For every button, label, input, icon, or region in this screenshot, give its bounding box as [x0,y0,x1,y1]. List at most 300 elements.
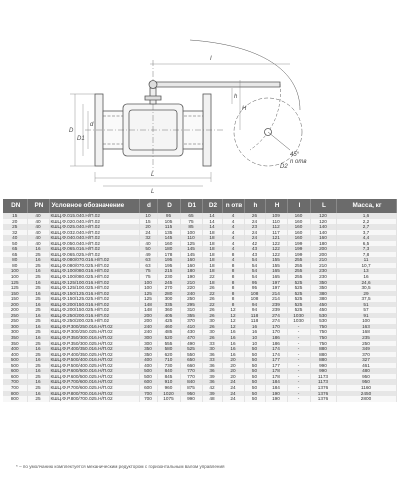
table-cell: 36 [202,379,222,385]
table-cell: 20 [3,219,27,225]
column-header: PN [27,199,49,213]
table-cell: 10 [139,213,157,219]
table-cell: 525 [287,285,310,291]
table-cell: 125 [139,296,157,302]
table-cell: 85 [180,224,202,230]
table-cell: 180 [157,246,180,252]
table-cell: 3,7 [336,230,396,236]
table-cell: 255 [287,268,310,274]
table-cell: 250 [3,313,27,319]
table-cell: 40 [27,213,49,219]
table-cell: 255 [287,263,310,269]
table-cell: 700 [139,396,157,402]
table-cell: 18 [202,257,222,263]
table-cell: 4 [222,230,244,236]
table-cell: 80 [3,257,27,263]
table-cell: 15 [3,213,27,219]
table-cell: 2,2 [336,219,396,225]
table-cell: 7,8 [336,252,396,258]
table-cell: 214 [265,296,287,302]
table-cell: 1376 [310,385,336,391]
table-cell: 43 [244,252,265,258]
table-cell: 160 [287,235,310,241]
table-cell: 57 [336,307,396,313]
column-header: h [244,199,265,213]
table-cell: 24 [222,379,244,385]
table-cell: 295 [180,302,202,308]
table-cell: 840 [157,368,180,374]
dim-label-h: h [234,94,238,100]
table-cell: 160 [157,241,180,247]
table-cell: 26 [202,335,222,341]
table-cell: КШЦ.Ф.020.040.Н/П.02 [49,219,139,225]
table-cell: 1376 [310,396,336,402]
table-cell: 300 [139,335,157,341]
table-cell: 10 [244,341,265,347]
table-cell: 195 [157,257,180,263]
table-cell: 110 [265,219,287,225]
table-cell: 65 [3,246,27,252]
table-cell: 50 [244,374,265,380]
table-cell: 24,6 [336,280,396,286]
table-cell: 16 [222,346,244,352]
table-cell: 63 [139,263,157,269]
table-cell: КШЦ.Ф.Р.350/300.016.Н/П.02 [49,335,139,341]
table-cell: 100 [180,230,202,236]
table-cell: 16 [27,302,49,308]
table-cell: 95 [157,213,180,219]
table-cell: 16 [244,329,265,335]
table-cell: 197 [265,280,287,286]
table-cell: 600 [139,385,157,391]
table-cell: 250 [3,318,27,324]
table-cell: КШЦ.Ф.250/200.016.Н/П.02 [49,313,139,319]
table-cell: 190 [265,396,287,402]
table-cell: 200 [139,313,157,319]
table-cell: 410 [180,324,202,330]
table-cell: 150 [3,296,27,302]
table-cell: КШЦ.Ф.200/150.025.Н/П.02 [49,307,139,313]
table-cell: 1030 [287,313,310,319]
table-cell: 990 [310,368,336,374]
table-cell: 160 [310,235,336,241]
table-cell: 36 [202,368,222,374]
table-cell: 20 [222,374,244,380]
table-cell: 235 [336,335,396,341]
table-cell: 525 [287,291,310,297]
table-cell: 20 [222,368,244,374]
table-cell: КШЦ.Ф.080/070.016.Н/П.02 [49,257,139,263]
table-cell: 875 [180,385,202,391]
table-cell: КШЦ.Ф.080/070.025.Н/П.02 [49,263,139,269]
column-header: I [287,199,310,213]
table-cell: 22 [202,274,222,280]
table-cell: 155 [265,263,287,269]
table-cell: 16 [27,324,49,330]
table-cell: 16 [27,368,49,374]
table-cell: 40 [27,230,49,236]
table-cell: 135 [157,230,180,236]
table-cell: 24 [222,385,244,391]
table-cell: 12 [222,318,244,324]
table-cell: 520 [157,335,180,341]
table-cell: 8 [222,252,244,258]
dim-label-H: H [242,106,247,112]
valve-specification-table [3,199,397,402]
table-cell: 25 [27,329,49,335]
table-cell: КШЦ.Ф.065.016.Н/П.02 [49,246,139,252]
table-cell: 24 [244,235,265,241]
table-cell: 500 [3,363,27,369]
column-header: D [157,199,180,213]
table-cell: 200 [139,318,157,324]
table-cell: 1,6 [336,213,396,219]
table-cell: 250 [180,296,202,302]
table-cell: 163 [336,324,396,330]
table-cell: 51 [336,302,396,308]
table-cell: 14 [202,224,222,230]
table-cell: 65 [3,252,27,258]
table-cell: 184 [265,385,287,391]
table-cell: 160 [180,257,202,263]
table-cell: 25 [27,385,49,391]
table-cell: 16 [222,329,244,335]
table-cell: 355 [180,313,202,319]
table-cell: 530 [310,313,336,319]
table-cell: 8 [222,285,244,291]
table-cell: 33 [202,357,222,363]
table-cell: 16 [336,274,396,280]
table-cell: 32 [139,235,157,241]
table-cell: 23 [244,224,265,230]
table-cell: 461 [336,363,396,369]
table-cell: 4 [222,241,244,247]
table-cell: 40 [139,241,157,247]
table-cell: 240 [139,324,157,330]
table-cell: 700 [139,391,157,397]
table-cell: 100 [3,274,27,280]
table-cell: 18 [202,268,222,274]
table-cell: 525 [287,307,310,313]
table-cell: 880 [310,346,336,352]
table-cell: 186 [265,341,287,347]
dim-label-L: L [151,172,155,178]
table-cell: 50 [244,363,265,369]
table-cell: 16 [27,257,49,263]
table-cell: 80 [3,263,27,269]
table-cell: 170 [265,324,287,330]
table-cell: 26 [202,307,222,313]
table-cell: 400 [139,363,157,369]
table-cell: 125 [139,291,157,297]
table-cell: 30 [202,318,222,324]
table-cell: 148 [139,302,157,308]
table-cell: 110 [180,235,202,241]
table-cell: 18 [202,246,222,252]
table-cell: 63 [139,257,157,263]
table-cell: 50 [244,352,265,358]
table-cell: 26 [244,213,265,219]
table-cell: 16 [27,391,49,397]
column-header: L [310,199,336,213]
table-cell: 620 [157,352,180,358]
table-cell: 50 [244,357,265,363]
table-cell: 25 [27,274,49,280]
table-cell: 800 [3,396,27,402]
table-cell: 700 [3,385,27,391]
table-cell: 1173 [310,374,336,380]
table-cell: 12 [222,324,244,330]
table-cell: 22 [202,291,222,297]
table-cell: 600 [139,379,157,385]
table-cell: 500 [139,368,157,374]
table-cell: 190 [265,391,287,397]
table-cell: 30 [202,329,222,335]
table-cell: 30,5 [336,285,396,291]
table-cell: 25 [27,318,49,324]
table-cell: 26 [202,324,222,330]
table-cell: 430 [180,329,202,335]
table-cell: 16 [222,335,244,341]
dim-label-angle: 45° [290,152,300,158]
table-cell: КШЦ.Ф.Р.500/400.016.Н/П.02 [49,357,139,363]
table-cell: КШЦ.Ф.Р.600/500.025.Н/П.02 [49,374,139,380]
table-cell: 380 [310,291,336,297]
table-cell: 14 [202,219,222,225]
table-row [3,396,396,402]
dim-label-I: I [210,56,212,62]
table-cell: 24 [139,230,157,236]
footnote-text: * – по умолчанию комплектуется механическим редуктором с горизонтальным валом управления [16,464,225,469]
table-cell: 121 [265,235,287,241]
dim-label-D2: D2 [280,164,288,170]
handle-swing-arc [250,84,280,150]
valve-technical-drawing [0,0,400,200]
table-cell: 174 [265,352,287,358]
table-cell: 160 [180,263,202,269]
table-cell: 122 [265,241,287,247]
table-cell: 360 [157,307,180,313]
table-cell: 150 [3,291,27,297]
table-cell: КШЦ.Ф.065.025.Н/П.02 [49,252,139,258]
dim-label-d: d [90,122,94,128]
table-cell: 450 [310,302,336,308]
table-cell: 148 [139,307,157,313]
dim-label-D1: D1 [77,136,85,142]
table-cell: 4 [222,235,244,241]
table-cell: 230 [310,268,336,274]
column-header: D2 [202,199,222,213]
table-cell: - [287,374,310,380]
table-cell: 350 [310,280,336,286]
table-cell: 214 [265,291,287,297]
table-cell: 16 [27,346,49,352]
table-cell: 125 [3,285,27,291]
table-cell: 16 [27,335,49,341]
table-cell: 230 [157,274,180,280]
table-cell: 43 [244,246,265,252]
table-cell: 118 [244,318,265,324]
table-cell: 25 [27,263,49,269]
column-header: Условное обозначение [49,199,139,213]
table-cell: - [287,385,310,391]
table-cell: 24 [244,230,265,236]
table-cell: КШЦ.Ф.200/150.016.Н/П.02 [49,302,139,308]
table-cell: 109 [265,213,287,219]
table-cell: - [287,363,310,369]
table-cell: 210 [180,280,202,286]
table-cell: 525 [287,296,310,302]
table-cell: КШЦ.Ф.125/100.025.Н/П.02 [49,285,139,291]
table-cell: 650 [180,357,202,363]
table-cell: 350 [3,335,27,341]
table-cell: 165 [265,268,287,274]
table-cell: 950 [180,391,202,397]
table-cell: КШЦ.Ф.100/080.016.Н/П.02 [49,268,139,274]
table-cell: 15 [139,219,157,225]
table-cell: 39 [202,374,222,380]
table-cell: 180 [180,268,202,274]
table-cell: 255 [287,274,310,280]
table-cell: 280 [157,291,180,297]
table-cell: 750 [310,329,336,335]
table-cell: 49 [139,252,157,258]
table-cell: 350 [310,285,336,291]
table-cell: 525 [287,280,310,286]
table-cell: 40 [27,219,49,225]
table-cell: 25 [3,224,27,230]
table-cell: 8 [222,296,244,302]
table-cell: 180 [310,241,336,247]
table-cell: 118 [244,313,265,319]
table-cell: 200 [310,246,336,252]
dim-label-D: D [69,128,74,134]
table-cell: 880 [310,352,336,358]
table-cell: КШЦ.Ф.Р.800/700.016.Н/П.02 [49,391,139,397]
table-cell: 4 [222,257,244,263]
table-cell: 199 [287,246,310,252]
table-cell: - [287,352,310,358]
table-cell: 18 [202,235,222,241]
table-cell: 18 [202,241,222,247]
table-cell: 239 [265,302,287,308]
table-cell: 177 [265,363,287,369]
table-cell: КШЦ.Ф.Р.700/600.025.Н/П.02 [49,385,139,391]
table-cell: 25 [27,296,49,302]
table-cell: 490 [180,341,202,347]
table-cell: 2,7 [336,224,396,230]
table-cell: 405 [157,313,180,319]
table-cell: 555 [157,341,180,347]
table-cell: 100 [336,318,396,324]
table-cell: 25 [27,352,49,358]
table-cell: 197 [265,285,287,291]
table-cell: 170 [265,329,287,335]
table-cell: 530 [310,318,336,324]
table-cell: КШЦ.Ф.025.040.Н/П.02 [49,224,139,230]
table-cell: 18 [202,230,222,236]
table-cell: 4 [222,219,244,225]
table-cell: 240 [139,329,157,335]
table-cell: 32 [3,230,27,236]
table-cell: 16 [27,291,49,297]
column-header: d [139,199,157,213]
table-cell: 50 [244,346,265,352]
table-cell: 400 [139,357,157,363]
table-cell: 400 [3,346,27,352]
column-header: DN [3,199,27,213]
table-cell: 4 [222,213,244,219]
table-cell: 400 [3,352,27,358]
table-cell: 16 [27,268,49,274]
table-cell: 300 [139,341,157,347]
table-cell: 230 [310,274,336,280]
table-cell: КШЦ.Ф.Р.350/300.025.Н/П.02 [49,341,139,347]
table-cell: - [287,379,310,385]
table-cell: 215 [157,268,180,274]
table-cell: 950 [336,374,396,380]
table-cell: 660 [180,363,202,369]
table-cell: 50 [244,385,265,391]
table-cell: 240 [180,291,202,297]
table-cell: 210 [310,257,336,263]
table-cell: 16 [222,352,244,358]
table-cell: 160 [287,213,310,219]
table-cell: 165 [265,274,287,280]
table-cell: 20 [222,363,244,369]
table-cell: 200 [3,307,27,313]
table-cell: 960 [157,385,180,391]
table-cell: 300 [3,324,27,330]
table-cell: 168 [336,329,396,335]
table-cell: 24 [244,219,265,225]
table-cell: КШЦ.Ф.040.040.Н/П.02 [49,235,139,241]
table-cell: 12 [222,307,244,313]
table-cell: 50 [244,379,265,385]
table-cell: 8 [222,280,244,286]
table-cell: 115 [157,224,180,230]
table-cell: 200 [3,302,27,308]
table-cell: 4,4 [336,235,396,241]
table-cell: 600 [3,374,27,380]
table-cell: - [287,341,310,347]
table-cell: 54 [244,263,265,269]
table-cell: 485 [157,329,180,335]
table-cell: 210 [310,263,336,269]
table-cell: 122 [265,252,287,258]
table-cell: 8 [222,263,244,269]
table-cell: 16 [27,379,49,385]
table-cell: 770 [180,374,202,380]
table-cell: КШЦ.Ф.150/125.025.Н/П.02 [49,296,139,302]
table-cell: 350 [139,352,157,358]
table-cell: 470 [180,335,202,341]
table-cell: 94 [244,307,265,313]
table-cell: 16 [222,341,244,347]
table-cell: 65 [180,213,202,219]
table-cell: 10,7 [336,263,396,269]
table-cell: 700 [3,379,27,385]
table-cell: 250 [336,341,396,347]
table-cell: КШЦ.Ф.050.040.Н/П.02 [49,241,139,247]
table-cell: 160 [287,230,310,236]
table-cell: 13 [336,268,396,274]
table-cell: 199 [287,241,310,247]
table-cell: 550 [180,352,202,358]
table-cell: 24 [222,396,244,402]
table-cell: 1376 [310,391,336,397]
table-cell: 145 [157,235,180,241]
